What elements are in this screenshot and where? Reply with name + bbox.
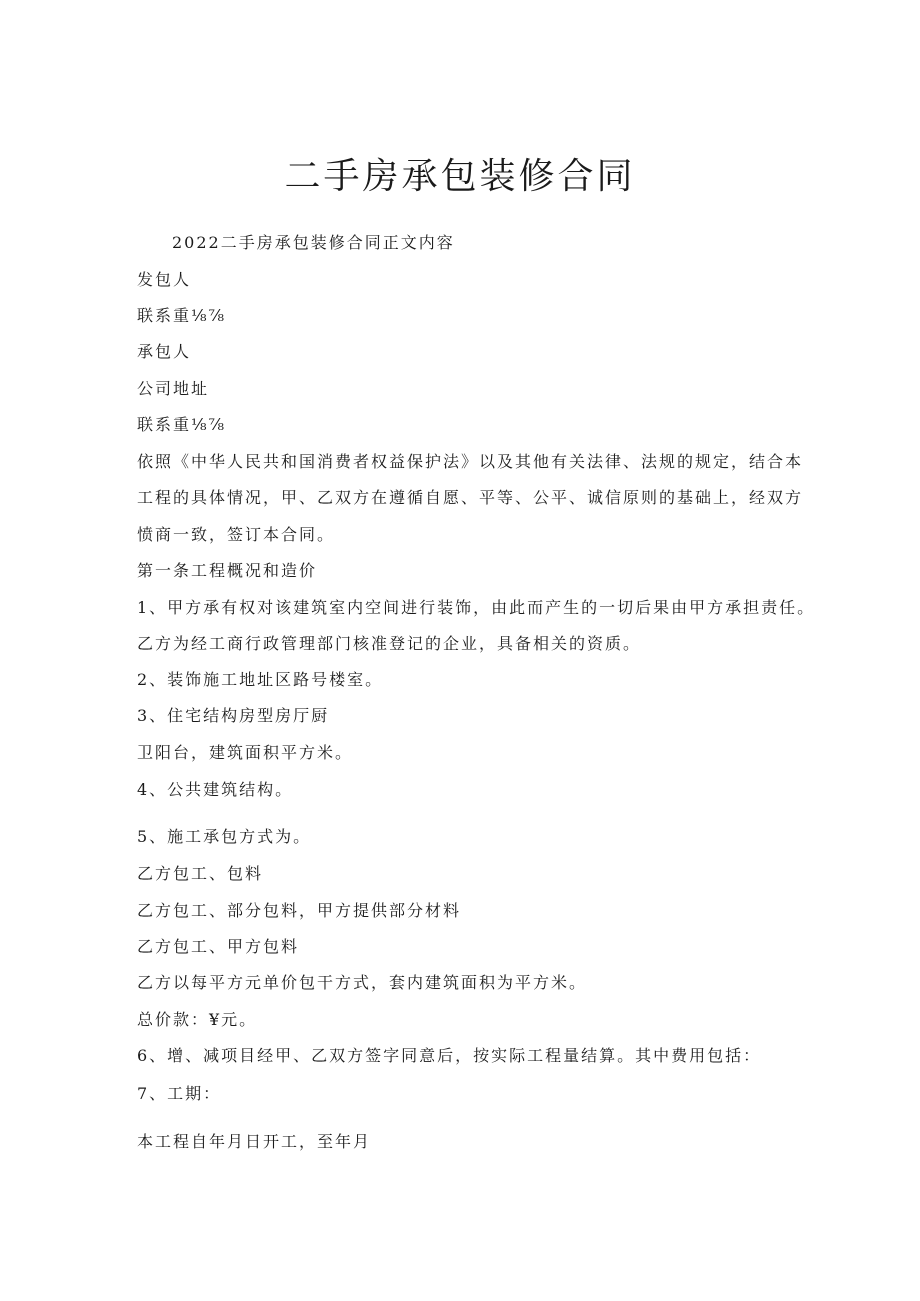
contractor-phone-label: 联系重⅛⅞ <box>137 415 227 434</box>
schedule-line: 本工程自年月日开工，至年月 <box>137 1132 372 1151</box>
article-1-heading: 第一条工程概况和造价 <box>137 561 318 580</box>
clause-5: 5、施工承包方式为。 <box>137 827 312 846</box>
clause-3-line-2: 卫阳台，建筑面积平方米。 <box>137 743 354 762</box>
unit-price-clause: 乙方以每平方元单价包干方式，套内建筑面积为平方米。 <box>137 973 588 992</box>
doc-subtitle: 2022二手房承包装修合同正文内容 <box>172 233 455 252</box>
option-full-contract: 乙方包工、包料 <box>137 864 264 883</box>
preamble-line-1: 依照《中华人民共和国消费者权益保护法》以及其他有关法律、法规的规定，结合本 <box>137 452 804 471</box>
total-price: 总价款：¥元。 <box>137 1010 258 1029</box>
preamble-line-2: 工程的具体情况，甲、乙双方在遵循自愿、平等、公平、诚信原则的基础上，经双方 <box>137 488 804 507</box>
contractor-label: 承包人 <box>137 342 192 361</box>
clause-4: 4、公共建筑结构。 <box>137 780 294 799</box>
clause-7: 7、工期： <box>137 1084 222 1103</box>
employer-phone-label: 联系重⅛⅞ <box>137 306 227 325</box>
clause-1-line-2: 乙方为经工商行政管理部门核准登记的企业，具备相关的资质。 <box>137 634 642 653</box>
option-partial-materials: 乙方包工、部分包料，甲方提供部分材料 <box>137 901 462 920</box>
clause-1-line-1: 1、甲方承有权对该建筑室内空间进行装饰，由此而产生的一切后果由甲方承担责任。 <box>137 598 816 617</box>
clause-2: 2、装饰施工地址区路号楼室。 <box>137 670 384 689</box>
company-address-label: 公司地址 <box>137 379 210 398</box>
option-labor-only: 乙方包工、甲方包料 <box>137 937 300 956</box>
employer-label: 发包人 <box>137 270 192 289</box>
clause-6: 6、增、减项目经甲、乙双方签字同意后，按实际工程量结算。其中费用包括： <box>137 1046 762 1065</box>
clause-3-line-1: 3、住宅结构房型房厅厨 <box>137 706 330 725</box>
document-title: 二手房承包装修合同 <box>284 156 636 197</box>
preamble-line-3: 愤商一致，签订本合同。 <box>137 525 336 544</box>
